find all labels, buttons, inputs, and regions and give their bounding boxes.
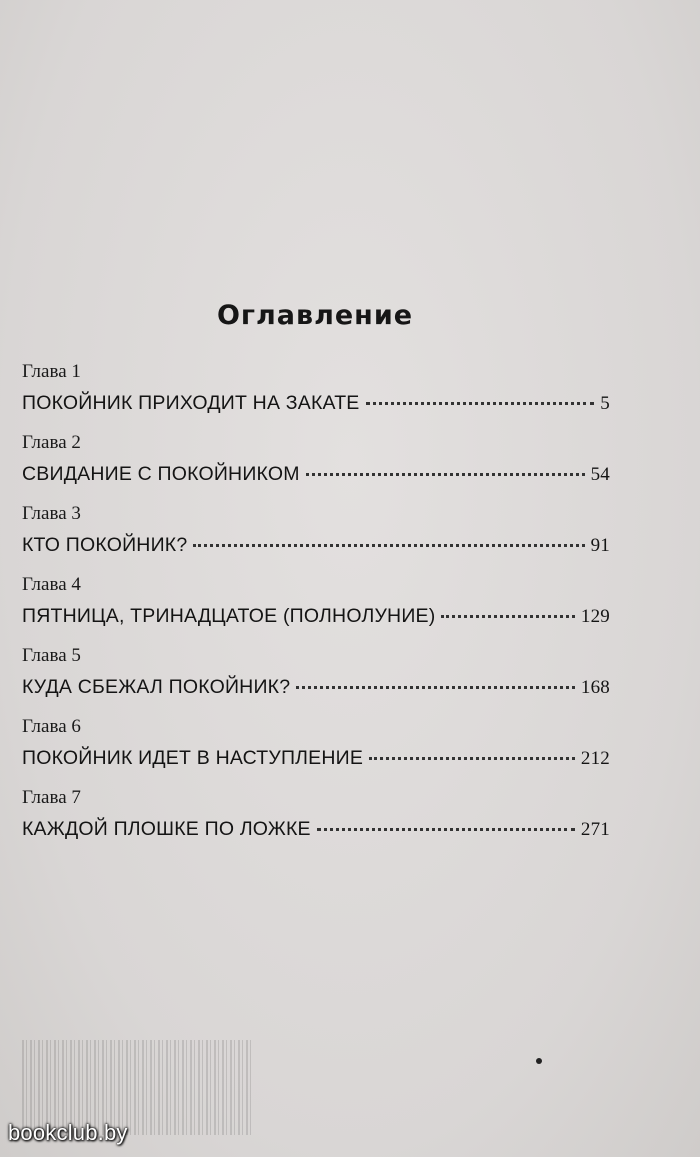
- toc-entry: [22, 431, 610, 502]
- chapter-title: ПОКОЙНИК ПРИХОДИТ НА ЗАКАТЕ: [22, 392, 360, 414]
- page-number: 129: [580, 606, 610, 627]
- page-number: 212: [580, 748, 610, 769]
- dot-leader: [441, 615, 574, 618]
- ink-speck: [536, 1058, 542, 1064]
- table-of-contents: [22, 360, 610, 857]
- bleed-through-line: [0, 100, 700, 112]
- page-number: 91: [590, 535, 610, 556]
- dot-leader: [296, 686, 575, 689]
- chapter-title: ПОКОЙНИК ИДЕТ В НАСТУПЛЕНИЕ: [22, 747, 364, 769]
- dot-leader: [369, 757, 575, 760]
- chapter-number: Глава 6: [22, 716, 81, 737]
- chapter-number: Глава 2: [22, 432, 81, 453]
- chapter-number: Глава 3: [22, 503, 81, 524]
- chapter-number: Глава 1: [22, 361, 81, 382]
- toc-line: [22, 463, 610, 486]
- dot-leader: [366, 402, 595, 405]
- chapter-number: Глава 7: [22, 787, 81, 808]
- dot-leader: [306, 473, 585, 476]
- dot-leader: [193, 544, 584, 547]
- toc-entry: [22, 644, 610, 715]
- toc-line: [22, 392, 610, 415]
- bleed-through-line: [0, 38, 700, 48]
- chapter-title: СВИДАНИЕ С ПОКОЙНИКОМ: [22, 463, 300, 485]
- chapter-title: КУДА СБЕЖАЛ ПОКОЙНИК?: [22, 676, 291, 698]
- toc-line: [22, 818, 610, 841]
- toc-line: [22, 747, 610, 770]
- page-title: Оглавление: [216, 300, 414, 331]
- page-number: 168: [580, 677, 610, 698]
- toc-entry: [22, 502, 610, 573]
- watermark-logo: bookclub.by: [8, 1120, 128, 1145]
- toc-entry: [22, 573, 610, 644]
- toc-line: [22, 676, 610, 699]
- page-number: 5: [600, 393, 610, 414]
- page-number: 271: [580, 819, 610, 840]
- chapter-number: Глава 5: [22, 645, 81, 666]
- dot-leader: [317, 828, 575, 831]
- chapter-title: КАЖДОЙ ПЛОШКЕ ПО ЛОЖКЕ: [22, 818, 311, 840]
- page-number: 54: [590, 464, 610, 485]
- chapter-number: Глава 4: [22, 574, 81, 595]
- chapter-title: ПЯТНИЦА, ТРИНАДЦАТОЕ (ПОЛНОЛУНИЕ): [22, 605, 436, 627]
- toc-line: [22, 534, 610, 557]
- toc-entry: [22, 786, 610, 857]
- toc-entry: [22, 360, 610, 431]
- chapter-title: КТО ПОКОЙНИК?: [22, 534, 188, 556]
- bleed-through-line: [0, 150, 700, 162]
- toc-entry: [22, 715, 610, 786]
- toc-line: [22, 605, 610, 628]
